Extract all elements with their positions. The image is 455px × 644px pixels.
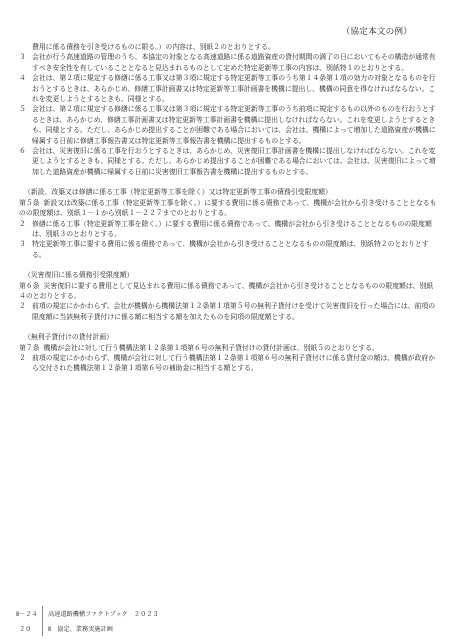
article-text: 新設又は改築に係る工事（特定更新等工事を除く。）に要する費用に係る債務であって、機構が会社から引き受けることとなるものの限度額は、別紙１－１から別紙１－２２７までのとおりとする。 <box>19 198 437 218</box>
clause-paragraph <box>19 146 437 177</box>
document-body <box>19 42 437 374</box>
clause-paragraph <box>19 104 437 146</box>
paragraph-continuation <box>19 42 437 52</box>
article-caption: （無利子貸付けの貸付計画） <box>24 333 113 342</box>
clause-text: 前項の規定にかかわらず、機構が会社に対して行う機構法第１２条第１項第６号の無利子貸付けに係る貸付金の額は、機構が政府から交付された機構法第１２条第１項第６号の補助金に相当する額とする。 <box>32 353 436 373</box>
article-paragraph <box>19 198 437 219</box>
footer-divider <box>42 606 43 636</box>
article-caption: （災害復旧に係る債務引受限度額） <box>24 271 134 280</box>
clause-text: 前項の規定にかかわらず、会社が機構から機構法第１２条第１項第５号の無利子貸付けを受けて災害復旧を行った場合には、前項の限度額に当該無利子貸付けに係る額に相当する額を加えたものを同項の限度額とする。 <box>32 302 436 321</box>
article-number: 第６条 <box>19 281 40 290</box>
clause-paragraph <box>19 219 437 240</box>
clause-text: 会社は、第２項に規定する修繕に係る工事又は第３項に規定する特定更新等工事のうち前項に規定するもの以外のものを行おうとするときは、あらかじめ、修繕工事計画書又は特定更新等工事計画書を機構に提出しなければならない。これを変更しようとするときも、同様とする。ただし、あらかじめ提出することが困難である場合においては、会社は、機構によって増加した道路資産が機構に帰属する日前に修繕工事報告書又は特定更新等工事報告書を機構に提出するものとする。 <box>32 105 436 145</box>
document-tag: （協定本文の例） <box>341 27 412 37</box>
clause-number: ５ <box>19 105 26 114</box>
clause-text: 修繕に係る工事（特定更新等工事を除く。）に要する費用に係る債務であって、機構が会社から引き受けることとなるものの限度額は、別紙３のとおりとする。 <box>32 219 432 238</box>
clause-paragraph <box>19 73 437 104</box>
clause-text: 会社は、第２項に規定する修繕に係る工事又は第３項に規定する特定更新等工事のうち第１４条第１項の効力の対象となるものを行おうとするときは、あらかじめ、修繕工事計画書又は特定更新等工事計画書を機構に提出し、機構の同意を得なければならない。これを変更しようとするときも、同様とする。 <box>32 74 436 104</box>
footer-page-reference: Ⅱ－２４ <box>16 611 38 618</box>
clause-paragraph <box>19 239 437 260</box>
clause-number: ４ <box>19 74 26 83</box>
clause-paragraph <box>19 353 437 374</box>
article-caption: （新設、改築又は修繕に係る工事（特定更新等工事を除く）又は特定更新等工事の債務引受限度額） <box>24 188 332 197</box>
clause-text: 特定更新等工事に要する費用に係る債務であって、機構が会社から引き受けることとなるものの限度額は、別紙特２のとおりとする。 <box>32 240 429 259</box>
clause-number: ２ <box>19 219 26 228</box>
footer-section-title: Ⅱ 協定、業務実施計画 <box>48 626 113 633</box>
article-paragraph <box>19 343 437 353</box>
article-number: 第５条 <box>19 198 40 207</box>
clause-paragraph <box>19 52 437 73</box>
footer-book-title: 高速道路機構ファクトブック ２０２３ <box>48 611 159 618</box>
article-paragraph <box>19 281 437 302</box>
article-number: 第７条 <box>19 343 40 352</box>
clause-paragraph <box>19 301 437 322</box>
clause-number: ３ <box>19 240 26 249</box>
clause-number: ２ <box>19 353 26 362</box>
clause-number: ２ <box>19 302 26 311</box>
clause-text: 会社が行う高速道路の管理のうち、本協定の対象となる高速道路に係る道路資産の貸付期間の満了の日においてもその構造が通常有すべき安全性を有していることとなると見込まれるものとして定めた特定更新等工事の内容は、別紙特１のとおりとする。 <box>32 53 436 72</box>
paragraph-text: 費用に係る債務を引き受けるものに限る。）の内容は、別紙２のとおりとする。 <box>32 43 275 51</box>
clause-number: ３ <box>19 53 26 62</box>
footer-page-number: ２０ <box>19 626 32 633</box>
clause-text: 会社は、災害復旧に係る工事を行おうとするときは、あらかじめ、災害復旧工事計画書を機構に提出しなければならない。これを変更しようとするときも、同様とする。ただし、あらかじめ提出することが困難である場合においては、会社は、災害復旧によって増加した道路資産が機構に帰属する日前に災害復旧工事報告書を機構に提出するものとする。 <box>32 147 436 176</box>
article-text: 機構が会社に対して行う機構法第１２条第１項第６号の無利子貸付けの貸付計画は、別紙５のとおりとする。 <box>43 343 379 352</box>
clause-number: ６ <box>19 147 26 156</box>
article-text: 災害復旧に要する費用として見込まれる費用に係る債務であって、機構が会社から引き受けることとなるものの限度額は、別紙４のとおりとする。 <box>19 281 434 300</box>
